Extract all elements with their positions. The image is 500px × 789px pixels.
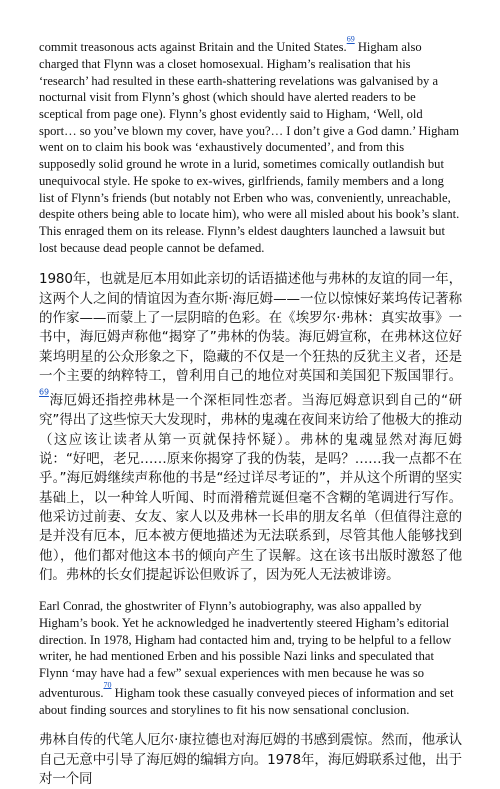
paragraph-text: 1980年，也就是厄本用如此亲切的话语描述他与弗林的友谊的同一年，这两个人之间的情谊因为查尔斯·海厄姆——一位以惊悚好莱坞传记著称的作家——而蒙上了一层阴暗的色彩。在《埃罗尔·弗林：真实故事》一书中，海厄姆声称他“揭穿了”弗林的伪装。海厄姆宣称，在弗林这位好莱坞明星的公众形象之下，隐藏的不仅是一个狂热的反犹主义者，还是一个主要的纳粹特工，曾利用自己的地位对英国和美国犯下叛国罪行。 bbox=[39, 271, 462, 385]
footnote-link[interactable]: 69 bbox=[346, 34, 355, 44]
paragraph-text: Earl Conrad, the ghostwriter of Flynn’s autobiography, was also appalled by Higham’s book. Yet he acknowledged he inadvertently steered Higham’s editorial direction. In 1978, Higham had contacted him and, trying to be helpful to a fellow writer, he had mentioned Erben and his possible Nazi links and speculated that Flynn ‘may have had a few” sexual experiences with men because he was so adventurous. bbox=[39, 599, 452, 700]
paragraph-text: Higham also charged that Flynn was a closet homosexual. Higham’s realisation that his ‘research’ had resulted in these earth-shattering revelations was galvanised by a nocturnal visit from Flynn’s ghost (which should have alerted readers to be sceptical from page one). Flynn’s ghost evidently said to Higham, ‘Well, old sport… so you’ve blown my cover, have you?… I don’t give a God damn.’ Higham went on to claim his book was ‘exhaustively documented’, and from this supposedly solid ground he wrote in a lurid, sometimes comically outlandish but unequivocal style. He spoke to ex-wives, girlfriends, family members and a long list of Flynn’s friends (but notably not Erben who was, conveniently, unreachable, despite others being able to locate him), who were all misled about his book’s slant. This enraged them on its release. Flynn’s eldest daughters launched a lawsuit but lost because dead people cannot be defamed. bbox=[39, 40, 460, 255]
paragraph-text: commit treasonous acts against Britain and the United States. bbox=[39, 40, 347, 55]
chinese-paragraph bbox=[39, 270, 462, 585]
chinese-paragraph bbox=[39, 731, 462, 789]
paragraph-text: Higham took these casually conveyed pieces of information and set about finding sources and storylines to fit his now sensational conclusion. bbox=[39, 686, 454, 717]
footnote-link[interactable]: 69 bbox=[39, 387, 49, 397]
paragraph-text: 弗林自传的代笔人厄尔·康拉德也对海厄姆的书感到震惊。然而，他承认自己无意中引导了海厄姆的编辑方向。1978年，海厄姆联系过他，出于对一个同 bbox=[39, 732, 462, 788]
english-paragraph bbox=[39, 36, 462, 256]
paragraph-text: 海厄姆还指控弗林是一个深柜同性恋者。当海厄姆意识到自己的“研究”得出了这些惊天大发现时，弗林的鬼魂在夜间来访给了他极大的推动（这应该让读者从第一页就保持怀疑）。弗林的鬼魂显然对海厄姆说：“好吧，老兄……原来你揭穿了我的伪装，是吗？……我一点都不在乎。”海厄姆继续声称他的书是“经过详尽考证的”，并从这个所谓的坚实基础上，以一种耸人听闻、时而滑稽荒诞但毫不含糊的笔调进行写作。他采访过前妻、女友、家人以及弗林一长串的朋友名单（但值得注意的是并没有厄本，厄本被方便地描述为无法联系到，尽管其他人能够找到他），他们都对他这本书的倾向产生了误解。这在该书出版时激怒了他们。弗林的长女们提起诉讼但败诉了，因为死人无法被诽谤。 bbox=[39, 392, 462, 583]
english-paragraph bbox=[39, 598, 462, 718]
footnote-link[interactable]: 70 bbox=[103, 680, 112, 690]
footnote-ref bbox=[39, 389, 49, 402]
footnote-ref bbox=[346, 34, 355, 49]
